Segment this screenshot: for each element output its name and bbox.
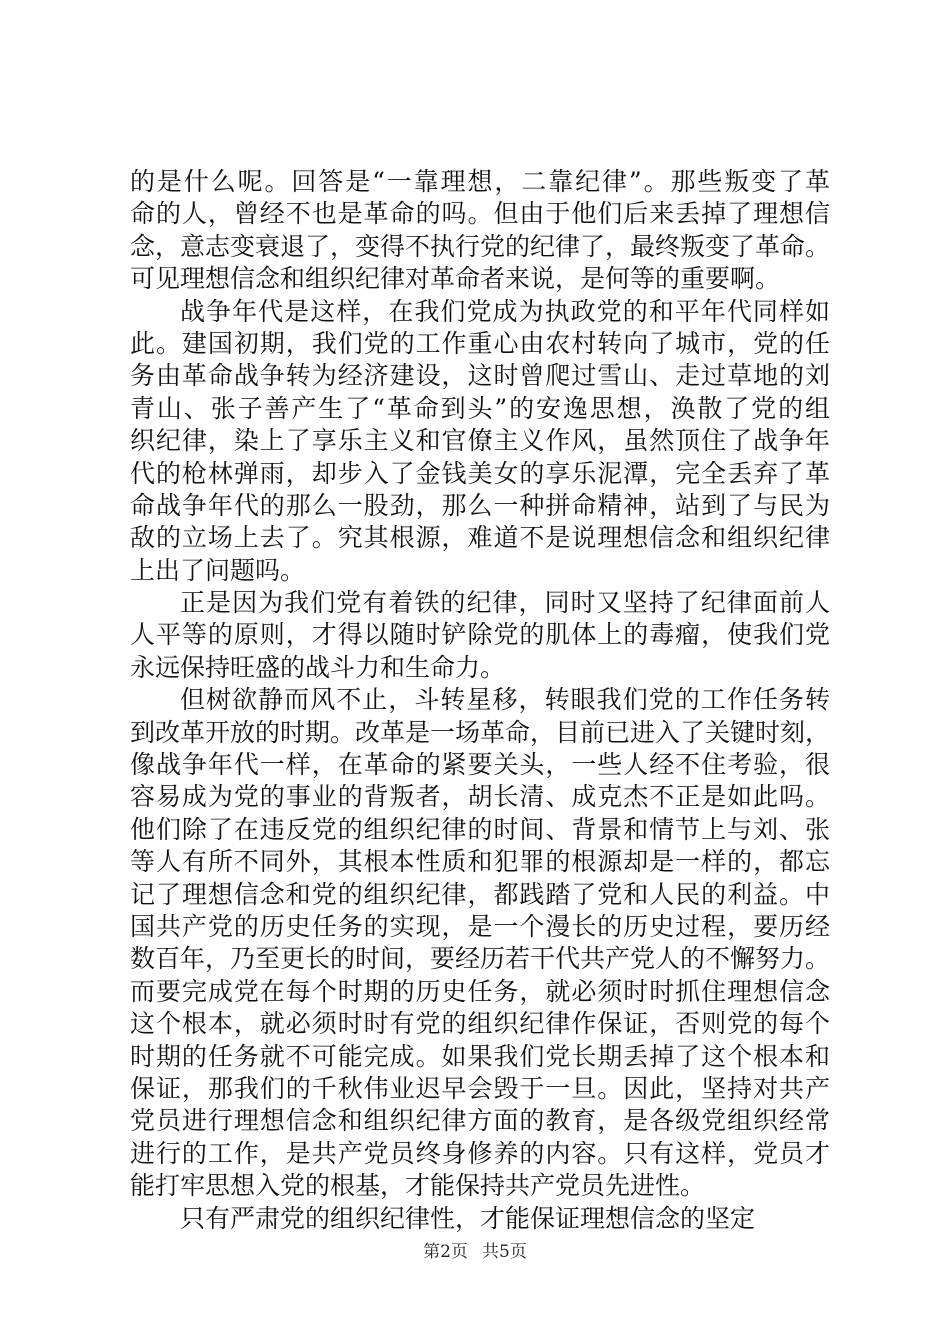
text-line: 此。建国初期，我们党的工作重心由农村转向了城市，党的任: [130, 328, 830, 358]
text-line: 进行的工作，是共产党员终身修养的内容。只有这样，党员才: [130, 1138, 830, 1168]
text-line: 务由革命战争转为经济建设，这时曾爬过雪山、走过草地的刘: [130, 361, 830, 391]
text-line: 到改革开放的时期。改革是一场革命，目前已进入了关键时刻，: [130, 717, 831, 747]
text-line: 能打牢思想入党的根基，才能保持共产党员先进性。: [130, 1171, 706, 1201]
text-line: 而要完成党在每个时期的历史任务，就必须时时抓住理想信念: [130, 976, 830, 1006]
text-line: 等人有所不同外，其根本性质和犯罪的根源却是一样的，都忘: [130, 847, 830, 877]
text-line: 可见理想信念和组织纪律对革命者来说，是何等的重要啊。: [130, 264, 781, 294]
text-line: 但树欲静而风不止，斗转星移，转眼我们党的工作任务转: [180, 685, 830, 715]
text-line: 国共产党的历史任务的实现，是一个漫长的历史过程，要历经: [130, 911, 830, 941]
text-line: 代的枪林弹雨，却步入了金钱美女的享乐泥潭，完全丢弃了革: [130, 458, 830, 488]
text-line: 正是因为我们党有着铁的纪律，同时又坚持了纪律面前人: [180, 588, 830, 618]
text-line: 命的人，曾经不也是革命的吗。但由于他们后来丢掉了理想信: [130, 199, 830, 229]
text-line: 数百年，乃至更长的时间，要经历若干代共产党人的不懈努力。: [130, 944, 831, 974]
text-line: 念，意志变衰退了，变得不执行党的纪律了，最终叛变了革命。: [130, 231, 831, 261]
text-line: 青山、张子善产生了“革命到头”的安逸思想，涣散了党的组: [130, 393, 830, 423]
text-line: 他们除了在违反党的组织纪律的时间、背景和情节上与刘、张: [130, 814, 830, 844]
text-line: 像战争年代一样，在革命的紧要关头，一些人经不住考验，很: [130, 750, 830, 780]
text-line: 织纪律，染上了享乐主义和官僚主义作风，虽然顶住了战争年: [130, 426, 830, 456]
page-footer: [0, 1240, 950, 1264]
page-total: 共5页: [482, 1242, 527, 1262]
text-line: 只有严肃党的组织纪律性，才能保证理想信念的坚定: [180, 1203, 756, 1233]
text-line: 记了理想信念和党的组织纪律，都践踏了党和人民的利益。中: [130, 879, 830, 909]
text-line: 保证，那我们的千秋伟业迟早会毁于一旦。因此，坚持对共产: [130, 1073, 830, 1103]
text-line: 人平等的原则，才得以随时铲除党的肌体上的毒瘤，使我们党: [130, 620, 830, 650]
text-line: 战争年代是这样，在我们党成为执政党的和平年代同样如: [180, 296, 830, 326]
text-line: 上出了问题吗。: [130, 555, 306, 585]
text-line: 敌的立场上去了。究其根源，难道不是说理想信念和组织纪律: [130, 523, 830, 553]
text-line: 党员进行理想信念和组织纪律方面的教育，是各级党组织经常: [130, 1106, 830, 1136]
text-line: 容易成为党的事业的背叛者，胡长清、成克杰不正是如此吗。: [130, 782, 830, 812]
text-line: 的是什么呢。回答是“一靠理想，二靠纪律”。那些叛变了革: [130, 167, 830, 196]
text-line: 时期的任务就不可能完成。如果我们党长期丢掉了这个根本和: [130, 1041, 830, 1071]
page-number: 第2页: [423, 1242, 468, 1262]
text-line: 命战争年代的那么一股劲，那么一种拼命精神，站到了与民为: [130, 490, 830, 520]
text-line: 永远保持旺盛的战斗力和生命力。: [130, 652, 506, 682]
document-body: [130, 166, 830, 1235]
text-line: 这个根本，就必须时时有党的组织纪律作保证，否则党的每个: [130, 1009, 830, 1039]
